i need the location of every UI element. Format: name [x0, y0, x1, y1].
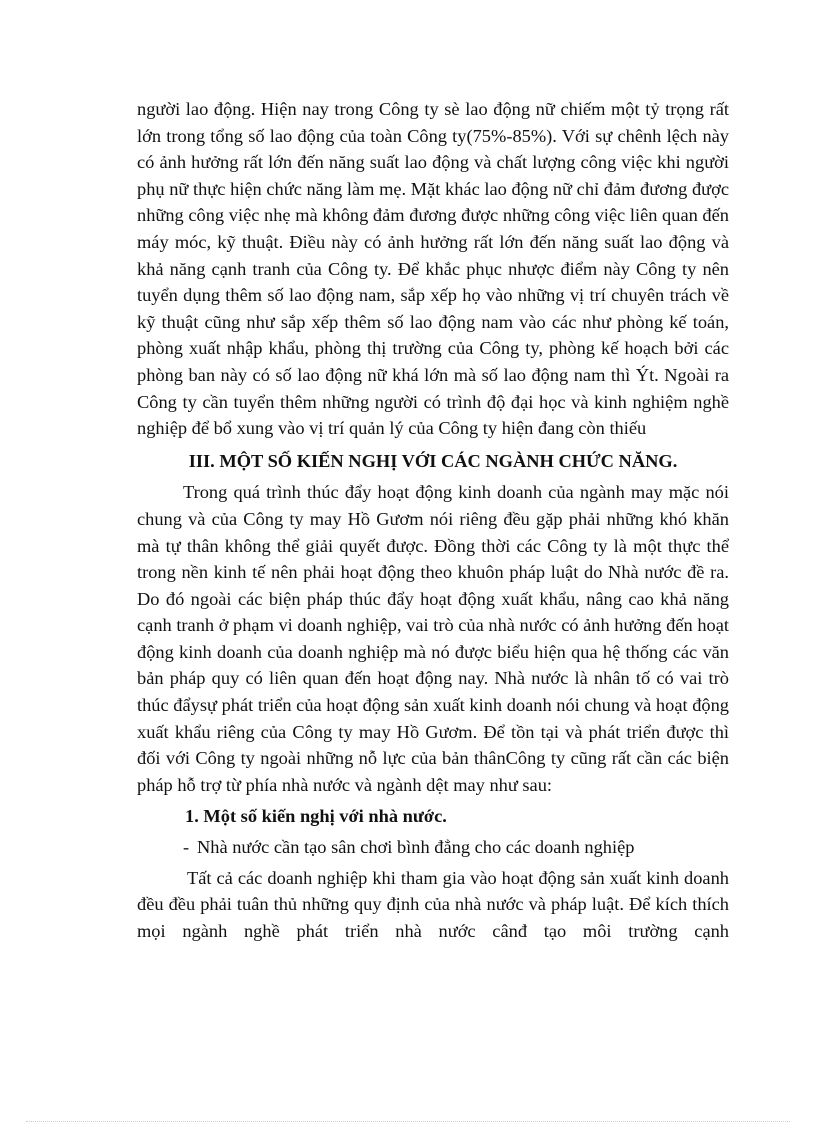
paragraph-business-rules: Tất cả các doanh nghiệp khi tham gia vào hoạt động sản xuất kinh doanh đều đều phải tuân thủ những quy định của nhà nước và pháp luật. Để kích thích mọi ngành nghề phát triển nhà nước cânđ tạo môi trường cạnh	[137, 867, 729, 941]
document-body	[137, 96, 729, 944]
bullet-text: Nhà nước cần tạo sân chơi bình đẳng cho các doanh nghiệp	[197, 837, 635, 858]
bullet-dash: -	[183, 837, 190, 858]
paragraph-labor-structure: người lao động. Hiện nay trong Công ty sè lao động nữ chiếm một tỷ trọng rất lớn trong tổng số lao động của toàn Công ty(75%-85%). Với sự chênh lệch này có ảnh hưởng rất lớn đến năng suất lao động và chất lượng công việc khi người phụ nữ thực hiện chức năng làm mẹ. Mặt khác lao động nữ chỉ đảm đương được những công việc nhẹ mà không đảm đương được những công việc liên quan đến máy móc, kỹ thuật. Điều này có ảnh hưởng rất lớn đến năng suất lao động và khả năng cạnh tranh của Công ty. Để khắc phục nhược điểm này Công ty nên tuyển dụng thêm số lao động nam, sắp xếp họ vào những vị trí chuyên trách về kỹ thuật cũng như sắp xếp thêm số lao động nam vào các như phòng kế toán, phòng xuất nhập khẩu, phòng thị trường của Công ty, phòng kế hoạch bởi các phòng ban này có số lao động nữ khá lớn mà số lao động nam thì Ýt. Ngoài ra Công ty cần tuyển thêm những người có trình độ đại học và kinh nghiệm nghề nghiệp để bổ xung vào vị trí quản lý của Công ty hiện đang còn thiếu	[137, 99, 729, 439]
bullet-item	[183, 834, 729, 861]
subsection-heading: 1. Một số kiến nghị với nhà nước.	[185, 806, 447, 827]
section-heading: III. MỘT SỐ KIẾN NGHỊ VỚI CÁC NGÀNH CHỨC NĂNG.	[188, 450, 678, 471]
paragraph-state-role: Trong quá trình thúc đẩy hoạt động kinh doanh của ngành may mặc nói chung và của Công ty may Hồ Gươm nói riêng đều gặp phải những khó khăn mà tự thân không thể giải quyết được. Đồng thời các Công ty là một thực thể trong nền kinh tế nên phải hoạt động theo khuôn pháp luật do Nhà nước đề ra. Do đó ngoài các biện pháp thúc đẩy hoạt động xuất khẩu, nâng cao khả năng cạnh tranh ở phạm vi doanh nghiệp, vai trò của nhà nước có ảnh hưởng đến hoạt động kinh doanh của doanh nghiệp mà nó được biểu hiện qua hệ thống các văn bản pháp quy có liên quan đến hoạt động nay. Nhà nước là nhân tố có vai trò thúc đẩysự phát triển của hoạt động sản xuất kinh doanh nói chung và hoạt động xuất khẩu riêng của Công ty may Hồ Gươm. Để tồn tại và phát triển được thì đối với Công ty ngoài những nỗ lực của bản thânCông ty cũng rất cần các biện pháp hỗ trợ từ phía nhà nước và ngành dệt may như sau:	[137, 482, 729, 795]
page-bottom-divider	[26, 1121, 790, 1122]
